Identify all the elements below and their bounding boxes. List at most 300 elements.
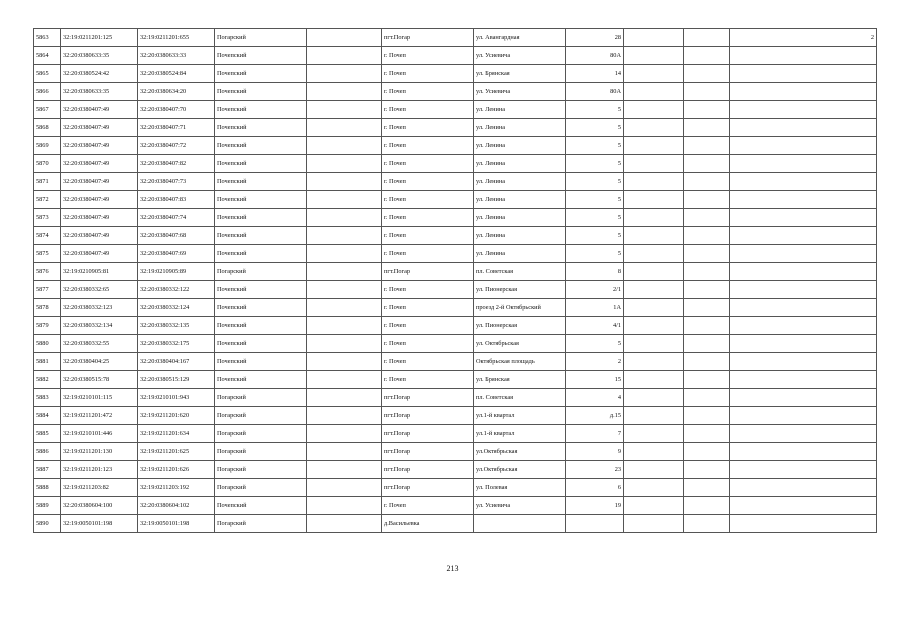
house-number-cell: 19 xyxy=(566,497,624,515)
locality-cell: г. Почеп xyxy=(382,119,474,137)
house-number-cell: 2 xyxy=(566,353,624,371)
district-cell: Почепский xyxy=(215,299,307,317)
object-cadastral-number-cell: 32:20:0380515:129 xyxy=(138,371,215,389)
premise-cell xyxy=(730,173,877,191)
empty-cell xyxy=(307,65,382,83)
premise-cell: 2 xyxy=(730,29,877,47)
locality-cell: пгт.Погар xyxy=(382,479,474,497)
row-number-cell: 5889 xyxy=(34,497,61,515)
row-number-cell: 5880 xyxy=(34,335,61,353)
street-cell: ул. Усиевича xyxy=(474,47,566,65)
street-cell: ул. Ленина xyxy=(474,173,566,191)
building-cell xyxy=(624,353,684,371)
district-cell: Почепский xyxy=(215,119,307,137)
locality-cell: г. Почеп xyxy=(382,245,474,263)
locality-cell: г. Почеп xyxy=(382,227,474,245)
district-cell: Почепский xyxy=(215,227,307,245)
cadastral-number-cell: 32:20:0380407:49 xyxy=(61,119,138,137)
table-row xyxy=(34,65,877,83)
object-cadastral-number-cell: 32:20:0380407:72 xyxy=(138,137,215,155)
row-number-cell: 5883 xyxy=(34,389,61,407)
premise-cell xyxy=(730,155,877,173)
object-cadastral-number-cell: 32:20:0380524:84 xyxy=(138,65,215,83)
table-row xyxy=(34,119,877,137)
table-row xyxy=(34,443,877,461)
cadastral-number-cell: 32:20:0380515:78 xyxy=(61,371,138,389)
empty-cell xyxy=(307,119,382,137)
empty-cell xyxy=(307,281,382,299)
table-row xyxy=(34,335,877,353)
empty-cell xyxy=(307,101,382,119)
street-cell: ул.Октябрьская xyxy=(474,443,566,461)
premise-cell xyxy=(730,317,877,335)
registry-table-body xyxy=(34,29,877,533)
street-cell: ул. Ленина xyxy=(474,137,566,155)
row-number-cell: 5876 xyxy=(34,263,61,281)
locality-cell: пгт.Погар xyxy=(382,425,474,443)
house-number-cell: 4/1 xyxy=(566,317,624,335)
house-number-cell: 5 xyxy=(566,155,624,173)
premise-cell xyxy=(730,263,877,281)
table-row xyxy=(34,227,877,245)
building-cell xyxy=(624,137,684,155)
street-cell: ул. Ленина xyxy=(474,119,566,137)
table-row xyxy=(34,29,877,47)
premise-cell xyxy=(730,191,877,209)
object-cadastral-number-cell: 32:20:0380634:20 xyxy=(138,83,215,101)
row-number-cell: 5868 xyxy=(34,119,61,137)
cadastral-number-cell: 32:19:0211201:472 xyxy=(61,407,138,425)
row-number-cell: 5881 xyxy=(34,353,61,371)
building-cell xyxy=(624,335,684,353)
locality-cell: г. Почеп xyxy=(382,335,474,353)
locality-cell: пгт.Погар xyxy=(382,407,474,425)
object-cadastral-number-cell: 32:20:0380332:175 xyxy=(138,335,215,353)
house-number-cell: 5 xyxy=(566,335,624,353)
cadastral-number-cell: 32:20:0380404:25 xyxy=(61,353,138,371)
building-cell xyxy=(624,299,684,317)
flat-cell xyxy=(684,461,730,479)
table-row xyxy=(34,263,877,281)
building-cell xyxy=(624,425,684,443)
row-number-cell: 5884 xyxy=(34,407,61,425)
table-row xyxy=(34,461,877,479)
district-cell: Почепский xyxy=(215,371,307,389)
house-number-cell: 9 xyxy=(566,443,624,461)
street-cell: пл. Советская xyxy=(474,389,566,407)
cadastral-number-cell: 32:20:0380407:49 xyxy=(61,227,138,245)
premise-cell xyxy=(730,227,877,245)
flat-cell xyxy=(684,371,730,389)
street-cell: ул. Ленина xyxy=(474,191,566,209)
cadastral-number-cell: 32:20:0380407:49 xyxy=(61,245,138,263)
empty-cell xyxy=(307,173,382,191)
street-cell: ул. Усиевича xyxy=(474,497,566,515)
district-cell: Погарский xyxy=(215,263,307,281)
empty-cell xyxy=(307,353,382,371)
flat-cell xyxy=(684,335,730,353)
object-cadastral-number-cell: 32:20:0380407:73 xyxy=(138,173,215,191)
premise-cell xyxy=(730,443,877,461)
locality-cell: г. Почеп xyxy=(382,371,474,389)
building-cell xyxy=(624,155,684,173)
object-cadastral-number-cell: 32:20:0380407:83 xyxy=(138,191,215,209)
row-number-cell: 5863 xyxy=(34,29,61,47)
building-cell xyxy=(624,389,684,407)
object-cadastral-number-cell: 32:19:0211201:634 xyxy=(138,425,215,443)
row-number-cell: 5890 xyxy=(34,515,61,533)
table-row xyxy=(34,83,877,101)
house-number-cell: 6 xyxy=(566,479,624,497)
row-number-cell: 5875 xyxy=(34,245,61,263)
flat-cell xyxy=(684,479,730,497)
row-number-cell: 5870 xyxy=(34,155,61,173)
locality-cell: г. Почеп xyxy=(382,83,474,101)
flat-cell xyxy=(684,389,730,407)
table-row xyxy=(34,281,877,299)
cadastral-number-cell: 32:20:0380407:49 xyxy=(61,191,138,209)
premise-cell xyxy=(730,65,877,83)
street-cell xyxy=(474,515,566,533)
premise-cell xyxy=(730,353,877,371)
flat-cell xyxy=(684,65,730,83)
building-cell xyxy=(624,515,684,533)
cadastral-number-cell: 32:19:0211201:130 xyxy=(61,443,138,461)
locality-cell: г. Почеп xyxy=(382,173,474,191)
locality-cell: пгт.Погар xyxy=(382,461,474,479)
house-number-cell: 5 xyxy=(566,245,624,263)
house-number-cell: 5 xyxy=(566,173,624,191)
street-cell: ул. Авангардная xyxy=(474,29,566,47)
street-cell: ул. Пионерская xyxy=(474,281,566,299)
street-cell: ул. Ленина xyxy=(474,101,566,119)
row-number-cell: 5871 xyxy=(34,173,61,191)
row-number-cell: 5878 xyxy=(34,299,61,317)
building-cell xyxy=(624,227,684,245)
table-row xyxy=(34,101,877,119)
district-cell: Почепский xyxy=(215,101,307,119)
object-cadastral-number-cell: 32:20:0380332:135 xyxy=(138,317,215,335)
district-cell: Погарский xyxy=(215,479,307,497)
building-cell xyxy=(624,407,684,425)
object-cadastral-number-cell: 32:20:0380407:70 xyxy=(138,101,215,119)
cadastral-number-cell: 32:20:0380407:49 xyxy=(61,209,138,227)
locality-cell: пгт.Погар xyxy=(382,263,474,281)
district-cell: Погарский xyxy=(215,407,307,425)
house-number-cell: 5 xyxy=(566,101,624,119)
flat-cell xyxy=(684,227,730,245)
street-cell: ул. Полевая xyxy=(474,479,566,497)
district-cell: Погарский xyxy=(215,461,307,479)
row-number-cell: 5865 xyxy=(34,65,61,83)
house-number-cell: 15 xyxy=(566,371,624,389)
table-row xyxy=(34,425,877,443)
table-row xyxy=(34,155,877,173)
premise-cell xyxy=(730,281,877,299)
premise-cell xyxy=(730,299,877,317)
row-number-cell: 5877 xyxy=(34,281,61,299)
table-row xyxy=(34,245,877,263)
cadastral-number-cell: 32:20:0380633:35 xyxy=(61,83,138,101)
building-cell xyxy=(624,317,684,335)
premise-cell xyxy=(730,137,877,155)
cadastral-number-cell: 32:19:0211201:125 xyxy=(61,29,138,47)
flat-cell xyxy=(684,209,730,227)
cadastral-number-cell: 32:20:0380633:35 xyxy=(61,47,138,65)
locality-cell: пгт.Погар xyxy=(382,389,474,407)
building-cell xyxy=(624,461,684,479)
registry-table xyxy=(33,28,877,533)
row-number-cell: 5885 xyxy=(34,425,61,443)
empty-cell xyxy=(307,443,382,461)
house-number-cell: 5 xyxy=(566,119,624,137)
premise-cell xyxy=(730,47,877,65)
building-cell xyxy=(624,263,684,281)
flat-cell xyxy=(684,83,730,101)
street-cell: ул. Ленина xyxy=(474,155,566,173)
empty-cell xyxy=(307,209,382,227)
cadastral-number-cell: 32:20:0380407:49 xyxy=(61,101,138,119)
house-number-cell: 5 xyxy=(566,137,624,155)
street-cell: ул.Октябрьская xyxy=(474,461,566,479)
house-number-cell: 28 xyxy=(566,29,624,47)
house-number-cell: 2/1 xyxy=(566,281,624,299)
locality-cell: г. Почеп xyxy=(382,65,474,83)
table-row xyxy=(34,515,877,533)
row-number-cell: 5873 xyxy=(34,209,61,227)
house-number-cell: 14 xyxy=(566,65,624,83)
street-cell: ул.1-й квартал xyxy=(474,407,566,425)
object-cadastral-number-cell: 32:20:0380407:68 xyxy=(138,227,215,245)
cadastral-number-cell: 32:19:0211203:82 xyxy=(61,479,138,497)
object-cadastral-number-cell: 32:20:0380633:33 xyxy=(138,47,215,65)
page-number: 213 xyxy=(446,564,459,573)
empty-cell xyxy=(307,407,382,425)
locality-cell: г. Почеп xyxy=(382,47,474,65)
table-row xyxy=(34,173,877,191)
premise-cell xyxy=(730,335,877,353)
house-number-cell: 7 xyxy=(566,425,624,443)
house-number-cell: д.15 xyxy=(566,407,624,425)
empty-cell xyxy=(307,227,382,245)
district-cell: Почепский xyxy=(215,65,307,83)
object-cadastral-number-cell: 32:19:0210905:89 xyxy=(138,263,215,281)
table-row xyxy=(34,497,877,515)
empty-cell xyxy=(307,371,382,389)
building-cell xyxy=(624,47,684,65)
row-number-cell: 5879 xyxy=(34,317,61,335)
house-number-cell: 80А xyxy=(566,83,624,101)
building-cell xyxy=(624,29,684,47)
district-cell: Почепский xyxy=(215,245,307,263)
street-cell: ул. Брянская xyxy=(474,371,566,389)
table-row xyxy=(34,389,877,407)
object-cadastral-number-cell: 32:19:0211201:625 xyxy=(138,443,215,461)
flat-cell xyxy=(684,47,730,65)
object-cadastral-number-cell: 32:20:0380407:69 xyxy=(138,245,215,263)
flat-cell xyxy=(684,281,730,299)
empty-cell xyxy=(307,497,382,515)
flat-cell xyxy=(684,497,730,515)
row-number-cell: 5869 xyxy=(34,137,61,155)
empty-cell xyxy=(307,389,382,407)
locality-cell: г. Почеп xyxy=(382,101,474,119)
object-cadastral-number-cell: 32:20:0380404:167 xyxy=(138,353,215,371)
empty-cell xyxy=(307,317,382,335)
object-cadastral-number-cell: 32:19:0211203:192 xyxy=(138,479,215,497)
cadastral-number-cell: 32:19:0050101:198 xyxy=(61,515,138,533)
empty-cell xyxy=(307,47,382,65)
locality-cell: г. Почеп xyxy=(382,191,474,209)
premise-cell xyxy=(730,497,877,515)
district-cell: Почепский xyxy=(215,191,307,209)
premise-cell xyxy=(730,515,877,533)
locality-cell: г. Почеп xyxy=(382,155,474,173)
flat-cell xyxy=(684,443,730,461)
cadastral-number-cell: 32:19:0210101:446 xyxy=(61,425,138,443)
locality-cell: г. Почеп xyxy=(382,497,474,515)
cadastral-number-cell: 32:19:0210905:81 xyxy=(61,263,138,281)
cadastral-number-cell: 32:20:0380524:42 xyxy=(61,65,138,83)
empty-cell xyxy=(307,29,382,47)
building-cell xyxy=(624,281,684,299)
house-number-cell: 5 xyxy=(566,191,624,209)
district-cell: Погарский xyxy=(215,389,307,407)
cadastral-number-cell: 32:20:0380407:49 xyxy=(61,173,138,191)
district-cell: Почепский xyxy=(215,137,307,155)
street-cell: ул. Пионерская xyxy=(474,317,566,335)
empty-cell xyxy=(307,299,382,317)
row-number-cell: 5887 xyxy=(34,461,61,479)
locality-cell: г. Почеп xyxy=(382,317,474,335)
table-row xyxy=(34,407,877,425)
empty-cell xyxy=(307,137,382,155)
cadastral-number-cell: 32:20:0380407:49 xyxy=(61,155,138,173)
table-row xyxy=(34,353,877,371)
table-row xyxy=(34,317,877,335)
street-cell: ул. Ленина xyxy=(474,245,566,263)
street-cell: ул. Усиевича xyxy=(474,83,566,101)
street-cell: ул. Октябрьская xyxy=(474,335,566,353)
flat-cell xyxy=(684,407,730,425)
building-cell xyxy=(624,443,684,461)
district-cell: Погарский xyxy=(215,425,307,443)
premise-cell xyxy=(730,425,877,443)
flat-cell xyxy=(684,425,730,443)
street-cell: Октябрьская площадь xyxy=(474,353,566,371)
building-cell xyxy=(624,245,684,263)
house-number-cell: 5 xyxy=(566,227,624,245)
object-cadastral-number-cell: 32:20:0380407:74 xyxy=(138,209,215,227)
house-number-cell: 4 xyxy=(566,389,624,407)
cadastral-number-cell: 32:20:0380407:49 xyxy=(61,137,138,155)
empty-cell xyxy=(307,461,382,479)
locality-cell: пгт.Погар xyxy=(382,29,474,47)
house-number-cell: 5 xyxy=(566,209,624,227)
building-cell xyxy=(624,65,684,83)
object-cadastral-number-cell: 32:19:0211201:626 xyxy=(138,461,215,479)
premise-cell xyxy=(730,245,877,263)
empty-cell xyxy=(307,335,382,353)
flat-cell xyxy=(684,317,730,335)
object-cadastral-number-cell: 32:19:0211201:655 xyxy=(138,29,215,47)
district-cell: Почепский xyxy=(215,497,307,515)
building-cell xyxy=(624,191,684,209)
district-cell: Почепский xyxy=(215,353,307,371)
house-number-cell: 23 xyxy=(566,461,624,479)
object-cadastral-number-cell: 32:20:0380332:122 xyxy=(138,281,215,299)
district-cell: Почепский xyxy=(215,155,307,173)
object-cadastral-number-cell: 32:19:0210101:943 xyxy=(138,389,215,407)
flat-cell xyxy=(684,173,730,191)
table-row xyxy=(34,191,877,209)
building-cell xyxy=(624,101,684,119)
flat-cell xyxy=(684,155,730,173)
row-number-cell: 5888 xyxy=(34,479,61,497)
table-row xyxy=(34,479,877,497)
premise-cell xyxy=(730,389,877,407)
object-cadastral-number-cell: 32:20:0380407:71 xyxy=(138,119,215,137)
district-cell: Погарский xyxy=(215,443,307,461)
premise-cell xyxy=(730,479,877,497)
table-row xyxy=(34,209,877,227)
street-cell: проезд 2-й Октябрьский xyxy=(474,299,566,317)
district-cell: Почепский xyxy=(215,317,307,335)
premise-cell xyxy=(730,407,877,425)
locality-cell: г. Почеп xyxy=(382,137,474,155)
district-cell: Почепский xyxy=(215,335,307,353)
premise-cell xyxy=(730,461,877,479)
empty-cell xyxy=(307,191,382,209)
object-cadastral-number-cell: 32:19:0211201:620 xyxy=(138,407,215,425)
house-number-cell: 1А xyxy=(566,299,624,317)
premise-cell xyxy=(730,101,877,119)
object-cadastral-number-cell: 32:20:0380407:82 xyxy=(138,155,215,173)
row-number-cell: 5866 xyxy=(34,83,61,101)
row-number-cell: 5872 xyxy=(34,191,61,209)
building-cell xyxy=(624,173,684,191)
empty-cell xyxy=(307,155,382,173)
flat-cell xyxy=(684,191,730,209)
row-number-cell: 5867 xyxy=(34,101,61,119)
flat-cell xyxy=(684,101,730,119)
table-row xyxy=(34,137,877,155)
flat-cell xyxy=(684,515,730,533)
district-cell: Почепский xyxy=(215,47,307,65)
house-number-cell: 80А xyxy=(566,47,624,65)
locality-cell: пгт.Погар xyxy=(382,443,474,461)
street-cell: ул. Брянская xyxy=(474,65,566,83)
district-cell: Почепский xyxy=(215,281,307,299)
row-number-cell: 5864 xyxy=(34,47,61,65)
object-cadastral-number-cell: 32:19:0050101:198 xyxy=(138,515,215,533)
street-cell: ул.1-й квартал xyxy=(474,425,566,443)
house-number-cell: 8 xyxy=(566,263,624,281)
flat-cell xyxy=(684,137,730,155)
premise-cell xyxy=(730,209,877,227)
district-cell: Почепский xyxy=(215,209,307,227)
street-cell: ул. Ленина xyxy=(474,227,566,245)
empty-cell xyxy=(307,479,382,497)
flat-cell xyxy=(684,263,730,281)
flat-cell xyxy=(684,299,730,317)
row-number-cell: 5874 xyxy=(34,227,61,245)
locality-cell: д.Васильевка xyxy=(382,515,474,533)
house-number-cell xyxy=(566,515,624,533)
cadastral-number-cell: 32:20:0380332:134 xyxy=(61,317,138,335)
table-row xyxy=(34,47,877,65)
cadastral-number-cell: 32:20:0380332:123 xyxy=(61,299,138,317)
